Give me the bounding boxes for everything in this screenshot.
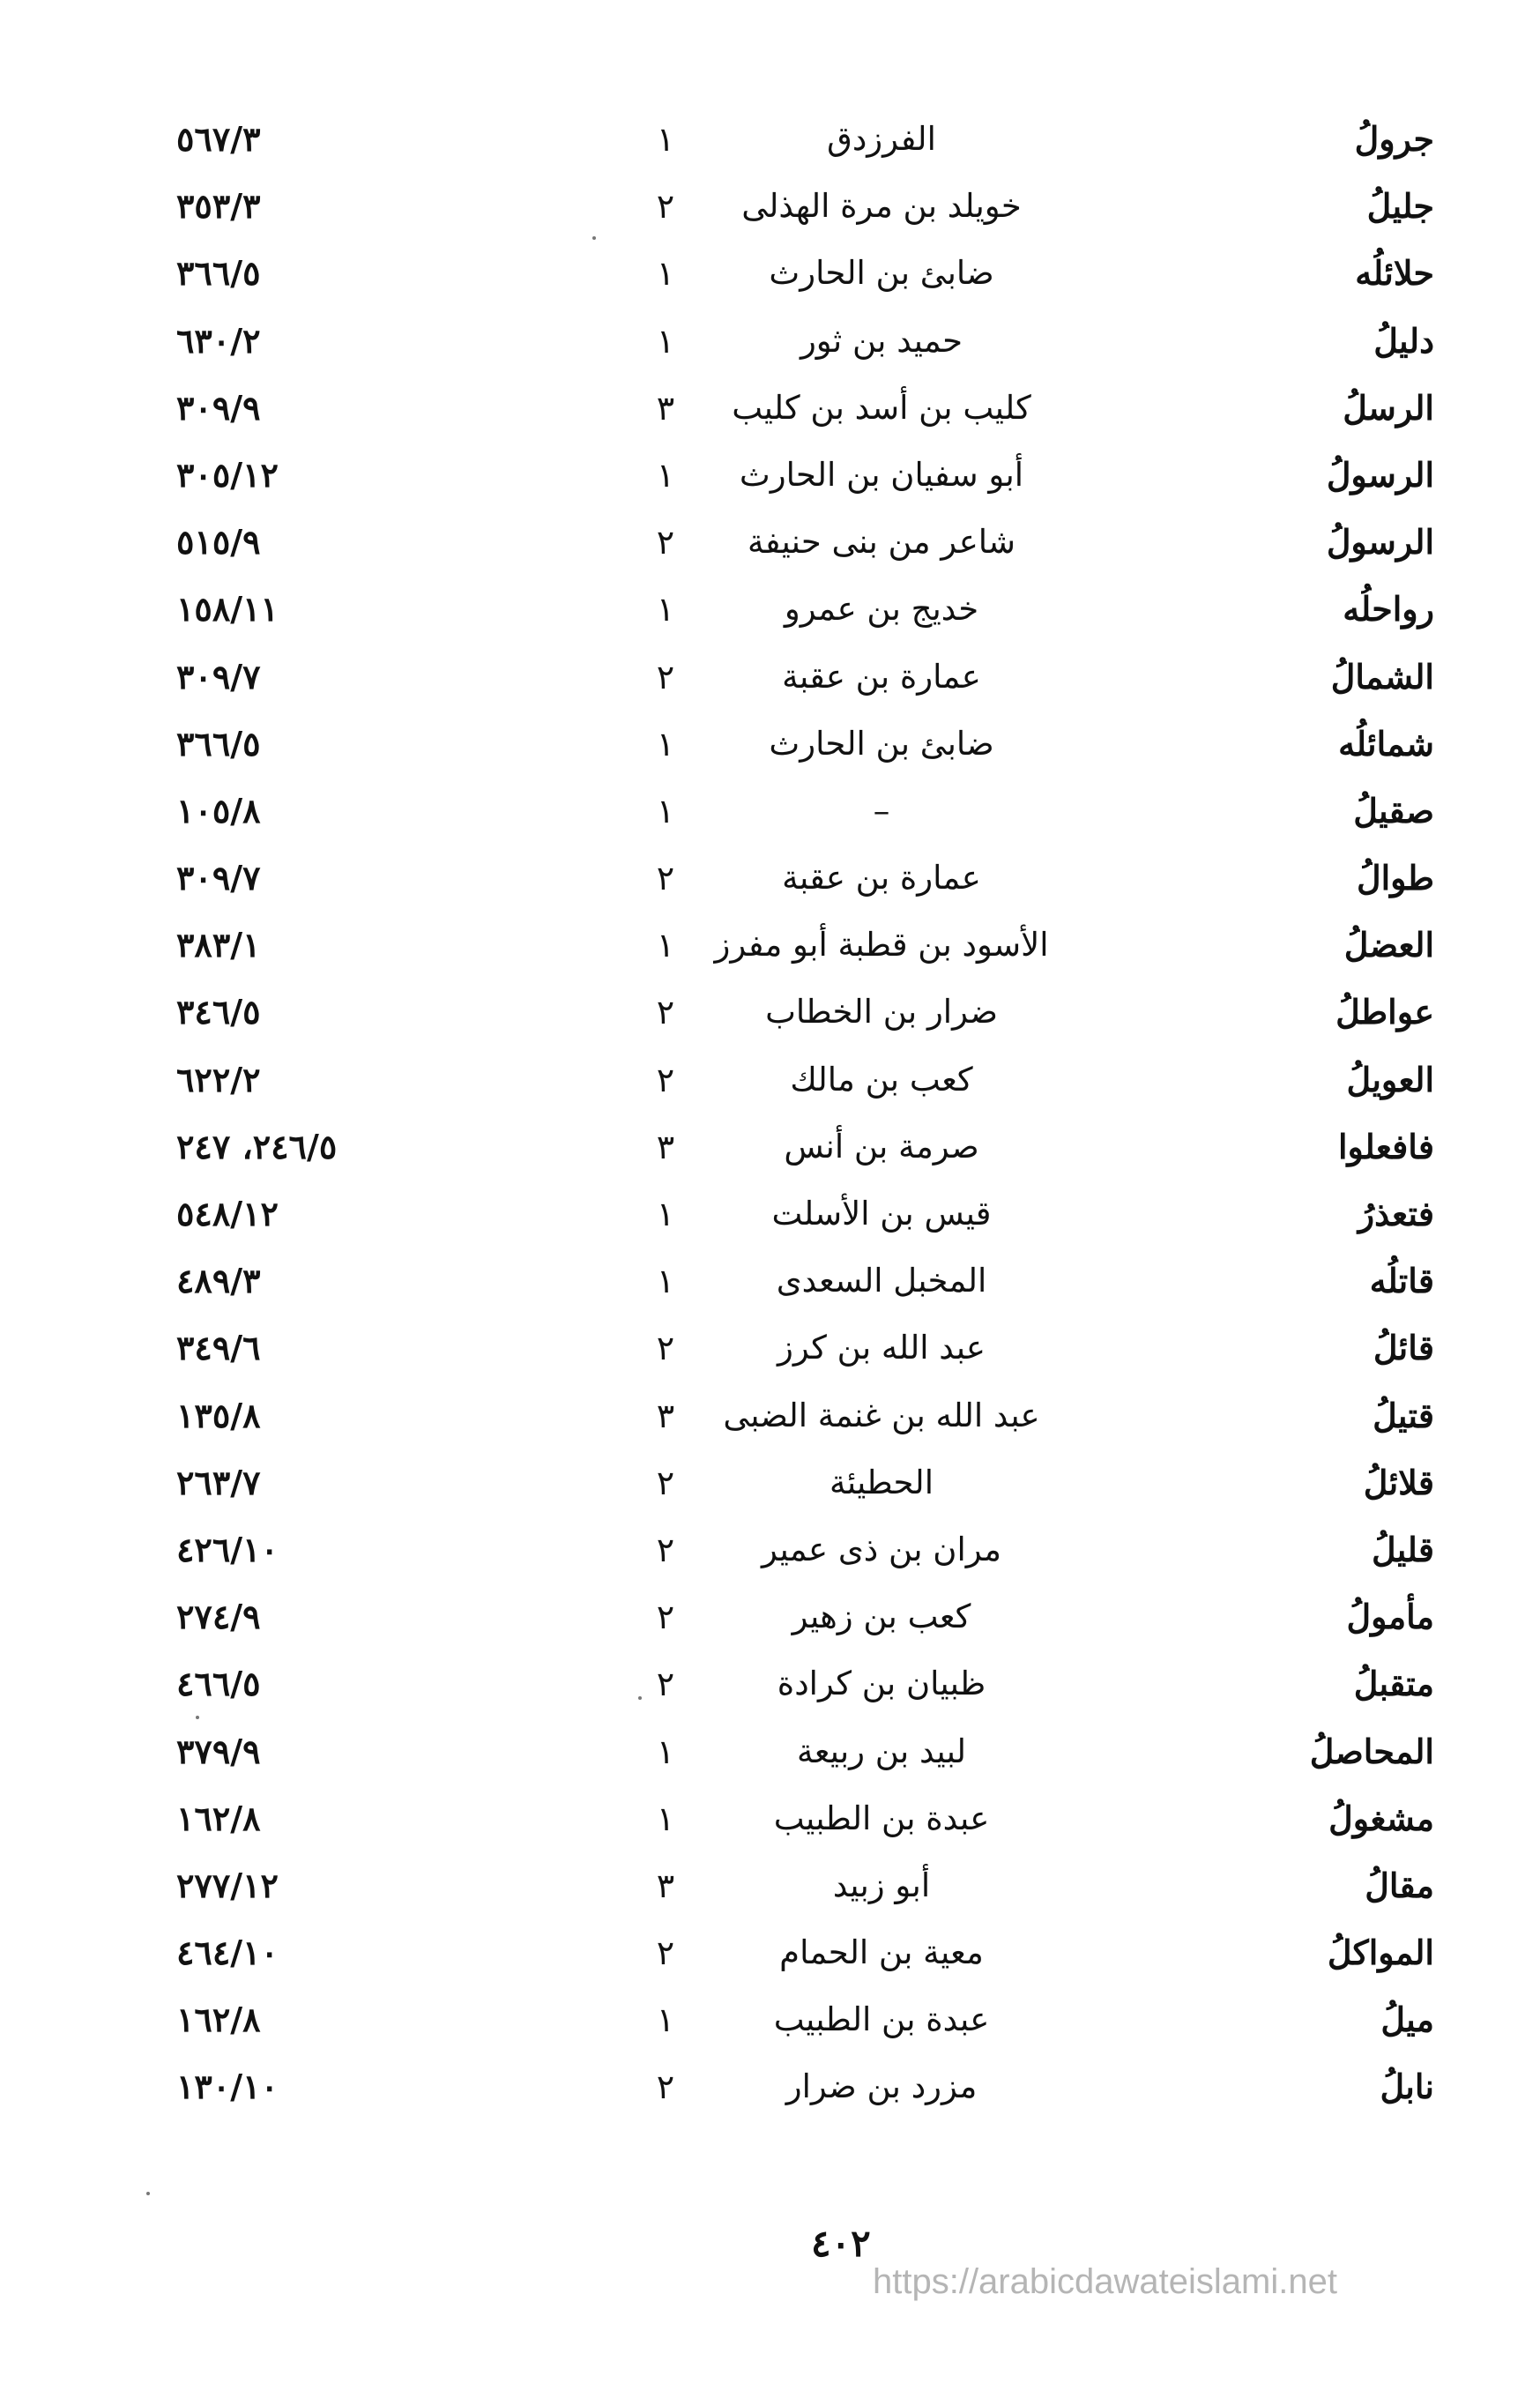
rhyme-word: العضلُ	[1343, 925, 1434, 965]
rhyme-word: المواكلُ	[1327, 1933, 1434, 1973]
rhyme-word: صقيلُ	[1353, 790, 1434, 831]
poet-name: مزرد بن ضرار	[785, 2067, 978, 2106]
table-row	[0, 778, 1540, 845]
volume-page-reference: ٤٦٤/١٠	[176, 1933, 279, 1973]
verse-count: ٢	[656, 2067, 675, 2107]
verse-count: ٢	[656, 1060, 675, 1099]
page-number: ٤٠٢	[811, 2222, 871, 2265]
poet-name: ضابئ بن الحارث	[769, 724, 994, 763]
scan-speck	[146, 2192, 150, 2195]
scan-speck	[638, 1696, 642, 1700]
verse-count: ١	[656, 926, 675, 965]
poet-name: كعب بن مالك	[790, 1060, 973, 1099]
volume-page-reference: ٣٥٣/٣	[176, 186, 261, 227]
poet-name: الأسود بن قطبة أبو مفرز	[714, 926, 1049, 965]
table-row	[0, 1047, 1540, 1114]
volume-page-reference: ٦٣٠/٢	[176, 320, 261, 361]
table-row	[0, 173, 1540, 240]
volume-page-reference: ١٦٢/٨	[176, 2000, 261, 2040]
rhyme-word: الشمالُ	[1330, 656, 1434, 696]
poet-name: –	[873, 791, 890, 830]
poet-name: شاعر من بنى حنيفة	[747, 523, 1016, 562]
rhyme-word: عواطلُ	[1335, 992, 1434, 1032]
volume-page-reference: ٢٧٤/٩	[176, 1597, 261, 1637]
volume-page-reference: ٤٢٦/١٠	[176, 1529, 279, 1569]
verse-count: ١	[656, 254, 675, 294]
table-row	[0, 1382, 1540, 1449]
verse-count: ٢	[656, 859, 675, 898]
rhyme-index-table	[0, 106, 1540, 2121]
volume-page-reference: ٢٦٣/٧	[176, 1462, 261, 1502]
table-row	[0, 1516, 1540, 1583]
table-row	[0, 1785, 1540, 1852]
table-row	[0, 1852, 1540, 1919]
verse-count: ١	[656, 590, 675, 629]
volume-page-reference: ١٣٠/١٠	[176, 2067, 279, 2107]
poet-name: المخبل السعدى	[776, 1262, 987, 1300]
verse-count: ١	[656, 120, 675, 159]
poet-name: عبد الله بن غنمة الضبى	[723, 1396, 1040, 1434]
poet-name: عبد الله بن كرز	[777, 1329, 986, 1367]
poet-name: كليب بن أسد بن كليب	[732, 388, 1031, 427]
table-row	[0, 1449, 1540, 1516]
scan-speck	[196, 1716, 199, 1719]
rhyme-word: المحاصلُ	[1309, 1731, 1434, 1771]
poet-name: لبيد بن ربيعة	[796, 1732, 967, 1770]
verse-count: ١	[656, 724, 675, 764]
volume-page-reference: ٣٠٩/٧	[176, 656, 261, 696]
table-row	[0, 1650, 1540, 1717]
table-row	[0, 442, 1540, 509]
table-row	[0, 509, 1540, 576]
rhyme-word: قليلُ	[1372, 1529, 1434, 1569]
verse-count: ١	[656, 1799, 675, 1838]
poet-name: عمارة بن عقبة	[782, 657, 981, 696]
poet-name: عمارة بن عقبة	[782, 859, 981, 898]
scan-speck	[592, 236, 596, 240]
rhyme-word: حلائلُه	[1355, 253, 1434, 294]
rhyme-word: قائلُ	[1373, 1328, 1434, 1368]
rhyme-word: جليلُ	[1366, 186, 1434, 227]
volume-page-reference: ١٠٥/٨	[176, 790, 261, 831]
volume-page-reference: ٣٠٩/٩	[176, 387, 261, 428]
rhyme-word: قلائلُ	[1363, 1462, 1434, 1502]
rhyme-word: متقبلُ	[1353, 1664, 1434, 1704]
rhyme-word: مقالُ	[1365, 1865, 1434, 1905]
table-row	[0, 1114, 1540, 1181]
verse-count: ٣	[656, 388, 675, 428]
table-row	[0, 1919, 1540, 1986]
volume-page-reference: ٥٤٨/١٢	[176, 1194, 279, 1233]
rhyme-word: الرسولُ	[1326, 522, 1434, 562]
poet-name: خويلد بن مرة الهذلى	[741, 187, 1022, 226]
verse-count: ٢	[656, 1329, 675, 1368]
rhyme-word: جرولُ	[1354, 119, 1434, 159]
table-row	[0, 1986, 1540, 2053]
rhyme-word: ميلُ	[1380, 2000, 1434, 2040]
rhyme-word: الرسولُ	[1326, 454, 1434, 495]
poet-name: صرمة بن أنس	[784, 1127, 979, 1166]
volume-page-reference: ٦٢٢/٢	[176, 1059, 261, 1099]
rhyme-word: نابلُ	[1380, 2067, 1434, 2107]
table-row	[0, 1315, 1540, 1382]
volume-page-reference: ٣٤٦/٥	[176, 992, 261, 1032]
table-row	[0, 308, 1540, 375]
verse-count: ١	[656, 455, 675, 495]
table-row	[0, 845, 1540, 912]
table-row	[0, 1718, 1540, 1785]
verse-count: ٢	[656, 523, 675, 562]
verse-count: ٢	[656, 187, 675, 227]
rhyme-word: دليلُ	[1373, 320, 1434, 361]
table-row	[0, 576, 1540, 643]
rhyme-word: شمائلُه	[1338, 723, 1434, 764]
volume-page-reference: ٣٠٩/٧	[176, 858, 261, 898]
verse-count: ١	[656, 321, 675, 361]
poet-name: عبدة بن الطبيب	[773, 2000, 990, 2039]
volume-page-reference: ٢٧٧/١٢	[176, 1865, 279, 1905]
rhyme-word: الرسلُ	[1343, 387, 1434, 428]
volume-page-reference: ٣٦٦/٥	[176, 253, 261, 294]
table-row	[0, 375, 1540, 442]
poet-name: معية بن الحمام	[779, 1933, 984, 1972]
rhyme-word: العويلُ	[1346, 1059, 1434, 1099]
watermark-url: https://arabicdawateislami.net	[873, 2262, 1337, 2301]
poet-name: ظبيان بن كرادة	[777, 1665, 986, 1703]
table-row	[0, 240, 1540, 307]
verse-count: ٢	[656, 1665, 675, 1704]
verse-count: ١	[656, 1262, 675, 1301]
verse-count: ١	[656, 1732, 675, 1771]
volume-page-reference: ١٣٥/٨	[176, 1395, 261, 1435]
rhyme-word: مشغولُ	[1328, 1798, 1434, 1838]
verse-count: ٢	[656, 1530, 675, 1569]
volume-page-reference: ٢٤٦/٥، ٢٤٧	[176, 1126, 338, 1166]
volume-page-reference: ٤٨٩/٣	[176, 1261, 261, 1301]
rhyme-word: مأمولُ	[1346, 1597, 1434, 1637]
volume-page-reference: ٣٧٩/٩	[176, 1731, 261, 1771]
poet-name: الفرزدق	[827, 120, 936, 158]
table-row	[0, 711, 1540, 778]
rhyme-word: قاتلُه	[1369, 1261, 1434, 1301]
volume-page-reference: ٣٠٥/١٢	[176, 454, 279, 495]
volume-page-reference: ٣٦٦/٥	[176, 723, 261, 764]
verse-count: ١	[656, 791, 675, 831]
table-row	[0, 1181, 1540, 1248]
table-row	[0, 979, 1540, 1046]
poet-name: ضابئ بن الحارث	[769, 254, 994, 293]
poet-name: عبدة بن الطبيب	[773, 1799, 990, 1837]
verse-count: ٢	[656, 993, 675, 1032]
poet-name: خديج بن عمرو	[784, 590, 979, 629]
table-row	[0, 2053, 1540, 2120]
rhyme-word: قتيلُ	[1373, 1395, 1434, 1435]
verse-count: ٢	[656, 1463, 675, 1502]
table-row	[0, 1583, 1540, 1650]
verse-count: ١	[656, 1195, 675, 1233]
rhyme-word: طوالُ	[1356, 858, 1434, 898]
volume-page-reference: ١٦٢/٨	[176, 1798, 261, 1838]
verse-count: ٢	[656, 657, 675, 696]
verse-count: ٣	[656, 1127, 675, 1166]
volume-page-reference: ٤٦٦/٥	[176, 1664, 261, 1704]
poet-name: ضرار بن الخطاب	[765, 993, 998, 1032]
volume-page-reference: ١٥٨/١١	[176, 589, 279, 629]
poet-name: حميد بن ثور	[800, 321, 963, 360]
poet-name: أبو سفيان بن الحارث	[739, 455, 1024, 494]
volume-page-reference: ٣٤٩/٦	[176, 1328, 261, 1368]
table-row	[0, 106, 1540, 173]
table-row	[0, 644, 1540, 711]
rhyme-word: فافعلوا	[1337, 1126, 1434, 1166]
poet-name: الحطيئة	[830, 1463, 934, 1501]
poet-name: كعب بن زهير	[792, 1598, 971, 1636]
table-row	[0, 1248, 1540, 1315]
verse-count: ٢	[656, 1598, 675, 1637]
volume-page-reference: ٥٦٧/٣	[176, 119, 261, 159]
poet-name: مران بن ذى عمير	[762, 1530, 1001, 1568]
poet-name: قيس بن الأسلت	[771, 1195, 992, 1233]
volume-page-reference: ٥١٥/٩	[176, 522, 261, 562]
rhyme-word: رواحلُه	[1343, 589, 1434, 629]
volume-page-reference: ٣٨٣/١	[176, 925, 261, 965]
verse-count: ٢	[656, 1933, 675, 1973]
table-row	[0, 912, 1540, 979]
verse-count: ٣	[656, 1396, 675, 1435]
poet-name: أبو زبيد	[832, 1866, 931, 1904]
verse-count: ٣	[656, 1866, 675, 1905]
verse-count: ١	[656, 2000, 675, 2040]
rhyme-word: فتعذرُ	[1358, 1194, 1434, 1233]
